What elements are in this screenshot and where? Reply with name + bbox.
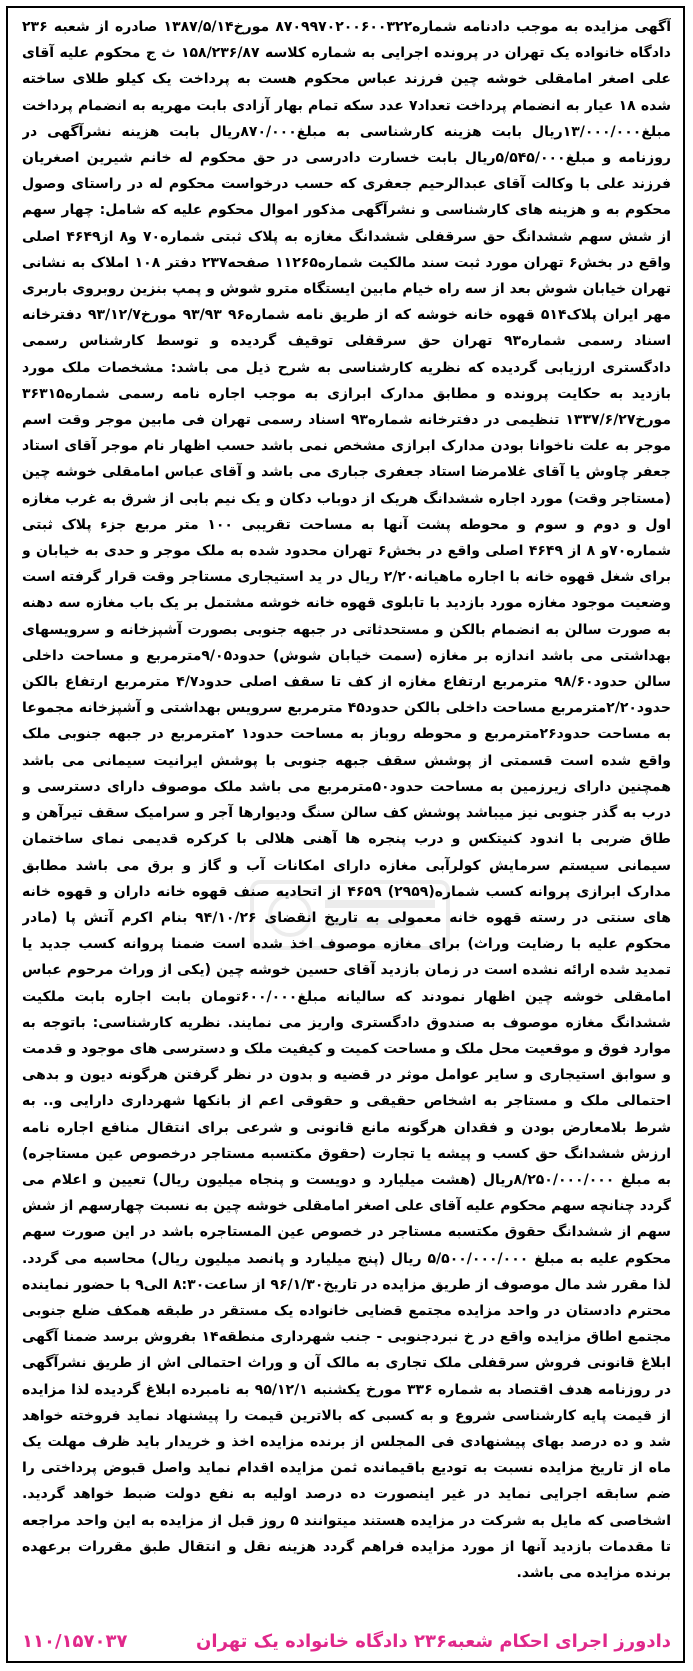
signature-line: دادورز اجرای احکام شعبه۲۳۶ دادگاه خانواده یک تهران (196, 1630, 671, 1652)
notice-content (22, 14, 671, 1618)
auction-notice-text: آگهی مزایده به موجب دادنامه شماره۸۷۰۹۹۷۰۲۰۰۶۰۰۳۲۲ مورخ۱۳۸۷/۵/۱۴ صادره از شعبه ۲۳۶ دادگاه خانواده یک تهران در پرونده اجرایی به شماره کلاسه ۱۵۸/۲۳۶/۸۷ ث ج محکوم علیه آقای علی اصغر امامقلی خوشه چین فرزند عباس محکوم هست به پرداخت یک کیلو طلای ساخته شده ۱۸ عیار به انضمام پرداخت تعداد۷ عدد سکه تمام بهار آزادی بابت مهریه به انضمام پرداخت مبلغ۱۳/۰۰۰/۰۰۰ریال بابت هزینه کارشناسی به مبلغ۸۷۰/۰۰۰ریال بابت هزینه نشرآگهی در روزنامه و مبلغ۵/۵۴۵/۰۰۰ریال بابت خسارت دادرسی در حق محکوم له خانم شیرین اصغریان فرزند علی با وکالت آقای عبدالرحیم جعفری که حسب درخواست محکوم له در راستای وصول محکوم به و هزینه های کارشناسی و نشرآگهی مذکور اموال محکوم علیه که شامل: چهار سهم از شش سهم ششدانگ حق سرقفلی ششدانگ مغازه به پلاک ثبتی شماره۷۰ و۸ از۴۶۴۹ اصلی واقع در بخش۶ تهران مورد ثبت سند مالکیت شماره۱۱۲۶۵ صفحه۲۳۷ دفتر ۱۰۸ املاک به نشانی تهران خیابان شوش بعد از سه راه خیام مابین ایستگاه مترو شوش و پمپ بنزین روبروی باربری مهر ایران پلاک۵۱۴ قهوه خانه خوشه که از طریق نامه شماره۹۶ ۹۳/۹۳ مورخ۹۳/۱۲/۷ دفترخانه اسناد رسمی شماره۹۳ تهران حق سرقفلی توقیف گردیده و توسط کارشناس رسمی دادگستری ارزیابی گردیده که نظریه کارشناسی به شرح ذیل می باشد: مشخصات ملک مورد بازدید به حکایت پرونده و مطابق مدارک ابرازی به موجب اجاره نامه رسمی شماره۳۶۳۱۵ مورخ۱۳۳۷/۶/۲۷ تنظیمی در دفترخانه شماره۹۳ اسناد رسمی تهران فی مابین موجر وقت اسم موجر به علت ناخوانا بودن مدارک ابرازی مشخص نمی باشد حسب اظهار نام موجر آقای استاد جعفر چاوش یا آقای غلامرضا استاد جعفری جباری می باشد و آقای عباس امامقلی خوشه چین (مستاجر وقت) مورد اجاره ششدانگ هریک از دوباب دکان و یک نیم بابی از شرق به غرب مغازه اول و دوم و سوم و محوطه پشت آنها به مساحت تقریبی ۱۰۰ متر مربع جزء پلاک ثبتی شماره۷۰و ۸ از ۴۶۴۹ اصلی واقع در بخش۶ تهران محدود شده به ملک موجر و حدی به خیابان و برای شغل قهوه خانه با اجاره ماهیانه۲/۲۰ ریال در ید استیجاری مستاجر وقت قرار گرفته است وضعیت موجود مغازه مورد بازدید با تابلوی قهوه خانه خوشه مشتمل بر یک باب مغازه سه دهنه به صورت سالن به انضمام بالکن و مستحدثاتی در جبهه جنوبی بصورت آشپزخانه و سرویسهای بهداشتی می باشد اندازه بر مغازه (سمت خیابان شوش) حدود۹/۰۵مترمربع و مساحت داخلی سالن حدود۹۸/۶۰ مترمربع ارتفاع مغازه از کف تا سقف اصلی حدود۴/۷ مترمربع ارتفاع بالکن حدود۲/۲۰مترمربع مساحت داخلی بالکن حدود۴۵ مترمربع سرویس بهداشتی و آشپزخانه مجموعا به مساحت حدود۲۶مترمربع و محوطه روباز به مساحت حدود۱ ۲مترمربع در جبهه جنوبی ملک واقع شده است قسمتی از پوشش سقف جبهه جنوبی با پوشش ایرانیت سیمانی می باشد همچنین دارای زیرزمین به مساحت حدود۵۰مترمربع می باشد ملک موصوف دارای دسترسی و درب به گذر جنوبی نیز میباشد پوشش کف سالن سنگ ودیوارها آجر و سرامیک سقف تیرآهن و طاق ضربی با اندود کنیتکس و درب پنجره ها آهنی هلالی با کرکره قدیمی نمای ساختمان سیمانی سیستم سرمایش کولرآبی مغازه دارای امکانات آب و گاز و برق می باشد مطابق مدارک ابرازی پروانه کسب شماره(۲۹۵۹) ۴۶۵۹ از اتحادیه صنف قهوه خانه داران و قهوه خانه های سنتی در رسته قهوه خانه معمولی به تاریخ انقضای ۹۴/۱۰/۲۶ بنام اکرم آتش پا (مادر محکوم علیه با رضایت وراث) برای مغازه موصوف اخذ شده است ضمنا پروانه کسب جدید یا تمدید شده ارائه نشده است در زمان بازدید آقای حسین خوشه چین (یکی از وراث مرحوم عباس امامقلی خوشه چین اظهار نمودند که سالیانه مبلغ۶۰۰/۰۰۰تومان بابت اجاره بابت ملکیت ششدانگ مغازه موصوف به صندوق دادگستری واریز می نمایند. نظریه کارشناسی: باتوجه به موارد فوق و موقعیت محل ملک و مساحت کمیت و کیفیت ملک و دسترسی های موجود و قدمت و سوابق استیجاری و سایر عوامل موثر در قضیه و بدون در نظر گرفتن هرگونه دیون و بدهی احتمالی ملک و مستاجر به اشخاص حقیقی و حقوقی اعم از بانکها شهرداری دارایی و.. به شرط بلامعارض بودن و فقدان هرگونه مانع قانونی و شرعی برای انتقال منافع اجاره نامه ارزش ششدانگ حق کسب و پیشه یا تجارت (حقوق مکتسبه مستاجر درخصوص عین مستاجره) به مبلغ ۸/۲۵۰/۰۰۰/۰۰۰ریال (هشت میلیارد و دویست و پنجاه میلیون ریال) تعیین و اعلام می گردد چنانچه سهم محکوم علیه آقای علی اصغر امامقلی خوشه چین به نسبت چهارسهم از شش سهم از ششدانگ حقوق مکتسبه مستاجر در خصوص عین المستاجره باشد در این صورت سهم محکوم علیه به مبلغ ۵/۵۰۰/۰۰۰/۰۰۰ ریال (پنج میلیارد و پانصد میلیون ریال) محاسبه می گردد. لذا مقرر شد مال موصوف از طریق مزایده در تاریخ۹۶/۱/۳۰ از ساعت۸:۳۰ الی۹ با حضور نماینده محترم دادستان در واحد مزایده مجتمع قضایی خانواده یک مستقر در طبقه همکف ضلع جنوبی مجتمع اطاق مزایده واقع در خ نبردجنوبی - جنب شهرداری منطقه۱۴ بفروش برسد ضمنا آگهی ابلاغ قانونی فروش سرقفلی ملک تجاری به مالک آن و وراث احتمالی اش از طریق نشرآگهی در روزنامه هدف اقتصاد به شماره ۳۳۶ مورخ یکشنبه ۹۵/۱۲/۱ به نامبرده ابلاغ گردیده لذا مزایده از قیمت پایه کارشناسی شروع و به کسبی که بالاترین قیمت را پیشنهاد نماید فروخته خواهد شد و ده درصد بهای پیشنهادی فی المجلس از برنده مزایده اخذ و خریدار باید ظرف مهلت یک ماه از تاریخ مزایده نسبت به تودیع باقیمانده ثمن مزایده اقدام نماید واصل قبوض پرداختی را ضم سابقه اجرایی نماید در غیر اینصورت ده درصد اولیه به نفع دولت ضبط خواهد گردید. اشخاصی که مایل به شرکت در مزایده هستند میتوانند ۵ روز قبل از مزایده به این واحد مراجعه تا مقدمات بازدید آنها از مورد مزایده فراهم گردد هزینه نقل و انتقال طبق مقررات برعهده برنده مزایده می باشد. (22, 19, 671, 1581)
reference-code: ۱۱۰/۱۵۷۰۳۷ (22, 1630, 128, 1652)
notice-footer (22, 1624, 671, 1658)
